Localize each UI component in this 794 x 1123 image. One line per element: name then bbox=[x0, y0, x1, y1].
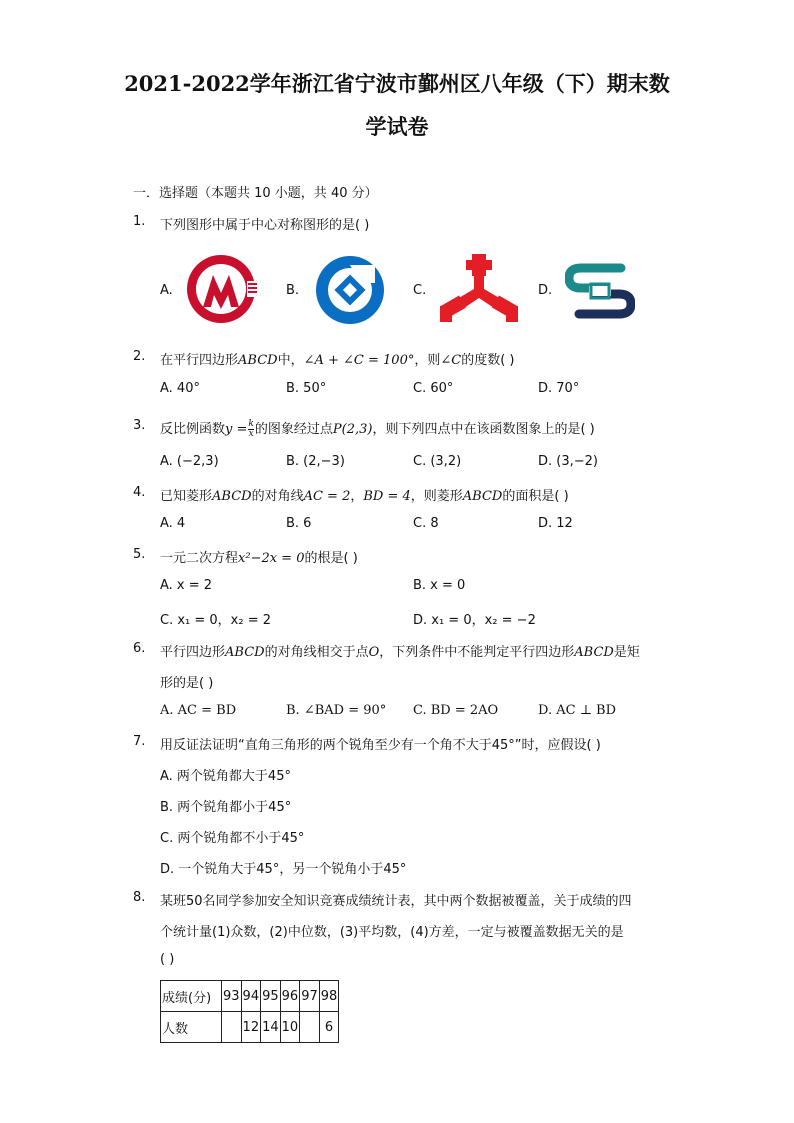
table-cell bbox=[222, 1012, 242, 1043]
q4-math-2: AC = 2 bbox=[303, 489, 351, 504]
table-cell: 94 bbox=[241, 981, 261, 1012]
table-cell: 6 bbox=[319, 1012, 339, 1043]
q3-option-a: A. (−2,3) bbox=[160, 454, 219, 469]
q6-text-c: ，下列条件中不能判定平行四边形 bbox=[379, 645, 575, 660]
table-cell: 96 bbox=[280, 981, 300, 1012]
q4-text-d: ，则菱形 bbox=[410, 489, 463, 504]
q2-text-d: 的度数( ) bbox=[461, 353, 515, 368]
q4-option-d: D. 12 bbox=[538, 516, 573, 531]
q3-frac-bottom: x bbox=[248, 429, 254, 439]
q4-number: 4. bbox=[133, 485, 146, 500]
q6-option-b: B. ∠BAD = 90° bbox=[286, 703, 387, 718]
table-cell bbox=[300, 1012, 320, 1043]
q6-stem-line2: 形的是( ) bbox=[160, 676, 214, 691]
page-title-line1: 2021-2022学年浙江省宁波市鄞州区八年级（下）期末数 bbox=[124, 71, 670, 96]
table-row bbox=[161, 981, 339, 1012]
q1-option-a-label: A. bbox=[160, 283, 173, 298]
q2-option-c: C. 60° bbox=[413, 381, 454, 396]
q1-option-d-label: D. bbox=[538, 283, 553, 298]
q2-text-c: ，则 bbox=[414, 353, 441, 368]
q5-option-b: B. x = 0 bbox=[413, 578, 466, 593]
q3-text-c: ，则下列四点中在该函数图象上的是( ) bbox=[372, 422, 595, 437]
table-cell: 95 bbox=[261, 981, 281, 1012]
q2-number: 2. bbox=[133, 349, 146, 364]
q3-text-b: 的图象经过点 bbox=[254, 422, 333, 437]
q2-option-d: D. 70° bbox=[538, 381, 580, 396]
q2-math-3: ∠C bbox=[440, 353, 462, 368]
table-cell: 98 bbox=[319, 981, 339, 1012]
q3-option-b: B. (2,−3) bbox=[286, 454, 345, 469]
q2-math-2: ∠A + ∠C = 100° bbox=[303, 353, 415, 368]
q6-text-d: 是矩 bbox=[613, 645, 640, 660]
q8-stem-line3: ( ) bbox=[160, 952, 175, 967]
q3-option-c: C. (3,2) bbox=[413, 454, 462, 469]
q4-math-3: BD = 4 bbox=[363, 489, 411, 504]
table-cell: 10 bbox=[280, 1012, 300, 1043]
table-cell: 14 bbox=[261, 1012, 281, 1043]
q7-number: 7. bbox=[133, 734, 146, 749]
q4-text-c: ， bbox=[350, 489, 364, 504]
q3-fraction bbox=[248, 420, 253, 439]
q3-option-d: D. (3,−2) bbox=[538, 454, 598, 469]
q2-stem bbox=[160, 349, 514, 368]
q3-stem bbox=[160, 418, 595, 439]
section-heading: 一．选择题（本题共 10 小题，共 40 分） bbox=[133, 186, 378, 201]
q8-stem-line1: 某班50名同学参加安全知识竞赛成绩统计表，其中两个数据被覆盖，关于成绩的四 bbox=[160, 894, 632, 909]
q5-number: 5. bbox=[133, 547, 146, 562]
q5-option-d: D. x₁ = 0，x₂ = −2 bbox=[413, 613, 536, 628]
q6-number: 6. bbox=[133, 641, 146, 656]
page-title-line2: 学试卷 bbox=[365, 114, 429, 139]
q6-option-a: A. AC = BD bbox=[160, 703, 237, 718]
shanghai-bank-logo-icon bbox=[565, 262, 635, 320]
q3-math-2: P(2,3) bbox=[332, 422, 373, 437]
score-table bbox=[160, 980, 339, 1043]
table-cell: 人数 bbox=[161, 1012, 222, 1043]
q6-math-2: O bbox=[368, 645, 380, 660]
q5-text-b: 的根是( ) bbox=[304, 551, 358, 566]
q1-option-b-label: B. bbox=[286, 283, 300, 298]
q1-stem: 下列图形中属于中心对称图形的是( ) bbox=[160, 218, 370, 233]
q7-option-a: A. 两个锐角都大于45° bbox=[160, 769, 291, 784]
china-merchants-bank-logo-icon bbox=[185, 253, 257, 325]
q2-option-b: B. 50° bbox=[286, 381, 327, 396]
q4-math-4: ABCD bbox=[462, 489, 503, 504]
q7-option-b: B. 两个锐角都小于45° bbox=[160, 800, 292, 815]
q2-text-a: 在平行四边形 bbox=[160, 353, 239, 368]
q4-option-a: A. 4 bbox=[160, 516, 186, 531]
q3-math-1: y = bbox=[225, 422, 248, 437]
q7-option-d: D. 一个锐角大于45°，另一个锐角小于45° bbox=[160, 862, 407, 877]
q6-text-b: 的对角线相交于点 bbox=[264, 645, 369, 660]
q5-text-a: 一元二次方程 bbox=[160, 551, 239, 566]
table-row bbox=[161, 1012, 339, 1043]
table-cell: 93 bbox=[222, 981, 242, 1012]
q5-option-c: C. x₁ = 0，x₂ = 2 bbox=[160, 613, 272, 628]
q7-stem: 用反证法证明“直角三角形的两个锐角至少有一个角不大于45°”时，应假设( ) bbox=[160, 738, 601, 753]
china-construction-bank-logo-icon bbox=[315, 255, 385, 325]
q4-option-b: B. 6 bbox=[286, 516, 312, 531]
q3-frac-top: k bbox=[248, 419, 254, 429]
q8-number: 8. bbox=[133, 890, 146, 905]
bank-of-communications-logo-icon bbox=[438, 252, 520, 324]
q3-text-a: 反比例函数 bbox=[160, 422, 226, 437]
table-cell: 12 bbox=[241, 1012, 261, 1043]
q6-option-d: D. AC ⊥ BD bbox=[538, 703, 617, 718]
q4-text-b: 的对角线 bbox=[251, 489, 304, 504]
q1-option-c-label: C. bbox=[413, 283, 427, 298]
q6-option-c: C. BD = 2AO bbox=[413, 703, 499, 718]
q4-text-e: 的面积是( ) bbox=[502, 489, 569, 504]
q4-text-a: 已知菱形 bbox=[160, 489, 213, 504]
q5-stem bbox=[160, 547, 358, 566]
q2-option-a: A. 40° bbox=[160, 381, 200, 396]
q4-math-1: ABCD bbox=[212, 489, 252, 504]
q6-text-a: 平行四边形 bbox=[160, 645, 226, 660]
q5-math-1: x²−2x = 0 bbox=[238, 551, 305, 566]
q2-math-1: ABCD bbox=[238, 353, 278, 368]
q6-stem-line1 bbox=[160, 641, 640, 660]
q5-option-a: A. x = 2 bbox=[160, 578, 213, 593]
q2-text-b: 中， bbox=[277, 353, 304, 368]
table-cell: 97 bbox=[300, 981, 320, 1012]
q3-number: 3. bbox=[133, 418, 146, 433]
q6-math-3: ABCD bbox=[574, 645, 614, 660]
q4-option-c: C. 8 bbox=[413, 516, 439, 531]
table-cell: 成绩(分) bbox=[161, 981, 222, 1012]
q8-stem-line2: 个统计量(1)众数，(2)中位数，(3)平均数，(4)方差，一定与被覆盖数据无关的是 bbox=[160, 925, 624, 940]
q7-option-c: C. 两个锐角都不小于45° bbox=[160, 831, 305, 846]
q4-stem bbox=[160, 485, 569, 504]
q1-number: 1. bbox=[133, 214, 146, 229]
q6-math-1: ABCD bbox=[225, 645, 265, 660]
